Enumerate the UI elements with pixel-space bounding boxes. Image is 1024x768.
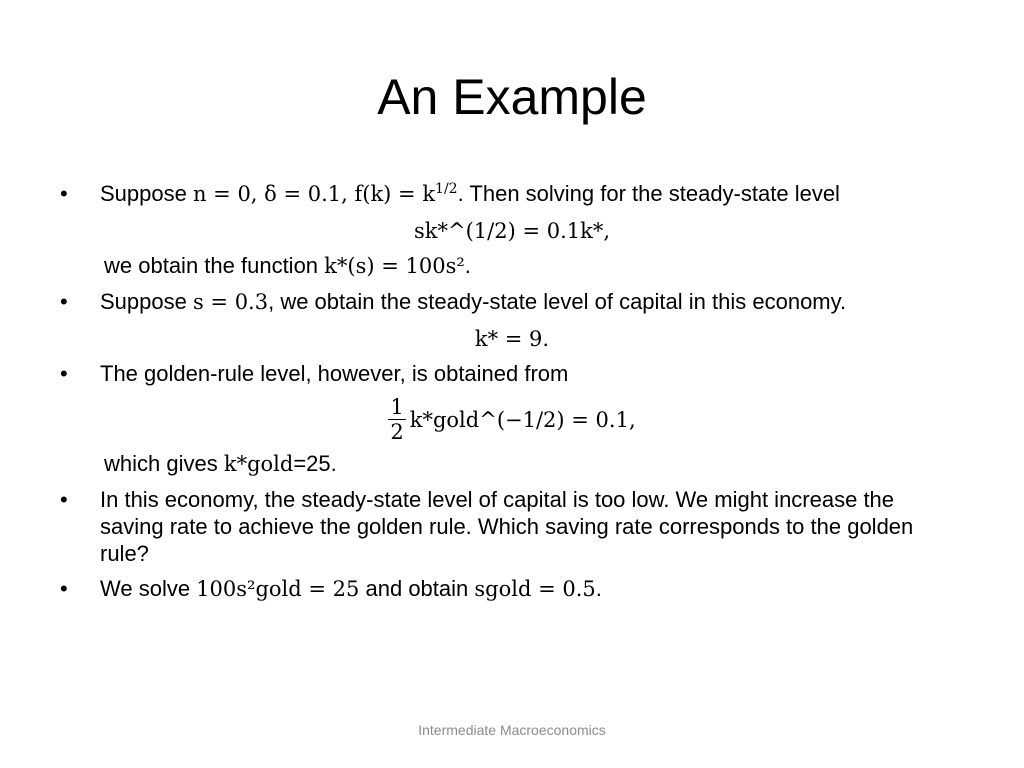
bullet-5-tail: . [595, 576, 602, 601]
equation-steady-state-text: sk*^(1/2) = 0.1k*, [413, 219, 611, 243]
bullet-4 [0, 486, 1024, 567]
bullet-5-mid: and obtain [359, 576, 475, 601]
bullet-5-math-2: sgold = 0.5 [474, 577, 596, 601]
bullet-1-note-lead: we obtain the function [104, 253, 325, 278]
bullet-1-math-text: n = 0, δ = 0.1, f(k) = k [192, 182, 436, 206]
bullet-3-text: The golden-rule level, however, is obtained from [100, 361, 569, 386]
equation-golden-rule [0, 395, 1024, 444]
bullet-4-text: In this economy, the steady-state level of capital is too low. We might increase the saving rate to achieve the golden rule. Which saving rate corresponds to the golden rule? [100, 487, 914, 566]
equation-steady-state [0, 216, 1024, 246]
bullet-1-tail: . Then solving for the steady-state level [457, 181, 840, 206]
bullet-dot: • [60, 181, 68, 206]
bullet-1-exp: 1/2 [435, 181, 458, 197]
bullet-1-note-math: k*(s) = 100s² [324, 254, 465, 278]
slide-title: An Example [377, 69, 647, 125]
equation-k-star [0, 324, 1024, 354]
bullet-2 [0, 288, 1024, 316]
bullet-1-lead: Suppose [100, 181, 193, 206]
bullet-5-lead: We solve [100, 576, 197, 601]
equation-golden-rule-body: k*gold^(−1/2) = 0.1, [409, 407, 636, 432]
slide-content [0, 180, 1024, 611]
bullet-dot: • [60, 289, 68, 314]
bullet-3 [0, 360, 1024, 387]
bullet-1-note [0, 252, 1024, 280]
bullet-dot: • [60, 361, 68, 386]
equation-k-star-text: k* = 9. [474, 327, 550, 351]
bullet-1-note-tail: . [464, 253, 471, 278]
bullet-1-math [193, 182, 458, 206]
bullet-3-note [0, 450, 1024, 478]
bullet-3-note-lead: which gives [104, 451, 224, 476]
slide-footer: Intermediate Macroeconomics [418, 722, 606, 738]
bullet-dot: • [60, 487, 68, 512]
fraction-numerator: 1 [390, 395, 404, 419]
bullet-3-note-tail: =25. [293, 451, 337, 476]
bullet-5 [0, 575, 1024, 603]
bullet-1 [0, 180, 1024, 208]
fraction-one-half [388, 395, 405, 444]
bullet-5-math-1: 100s²gold = 25 [196, 577, 360, 601]
bullet-3-note-math: k*gold [223, 452, 294, 476]
bullet-2-tail: , we obtain the steady-state level of capital in this economy. [268, 289, 847, 314]
fraction-denominator: 2 [390, 420, 404, 444]
bullet-dot: • [60, 576, 68, 601]
bullet-2-lead: Suppose [100, 289, 193, 314]
bullet-2-math: s = 0.3 [192, 290, 269, 314]
